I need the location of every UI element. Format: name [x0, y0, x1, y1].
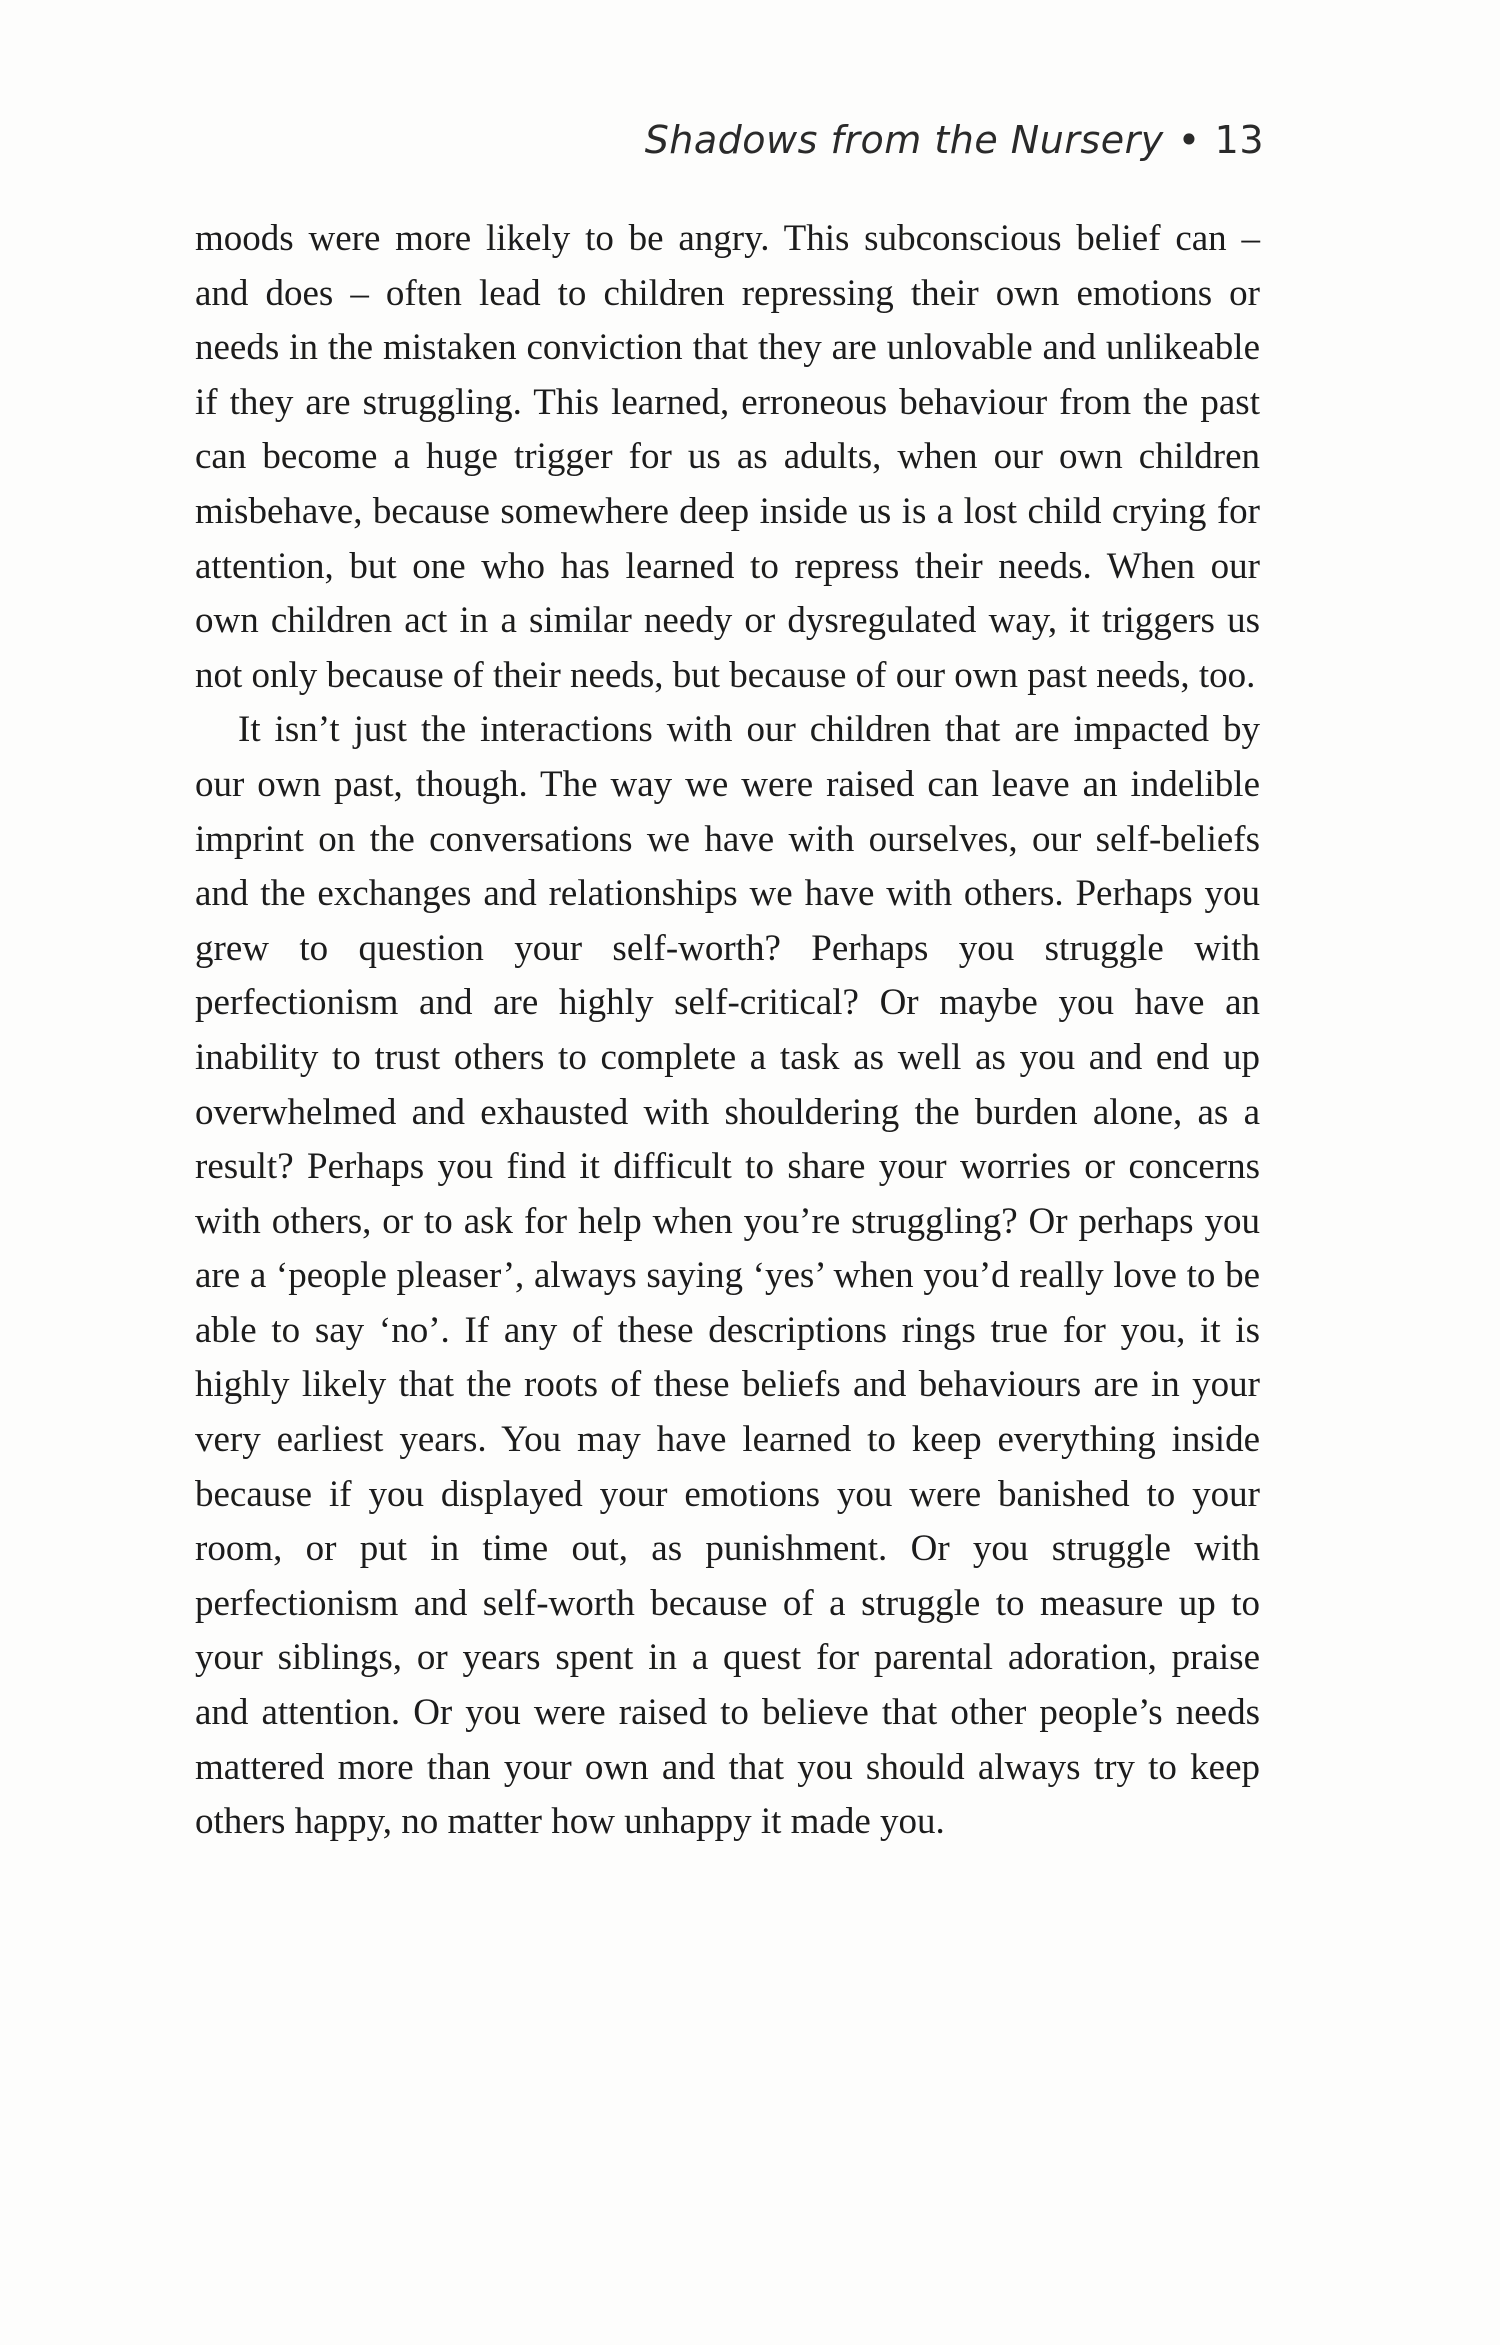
paragraph-2: It isn’t just the interactions with our children that are impacted by our own past, though. The way we were raised can leave an indelible imprint on the conversations we have with ourselves, our self-beliefs and the exchanges and relationships we have with others. Perhaps you grew to question your self-worth? Perhaps you struggle with perfectionism and are highly self-critical? Or maybe you have an inability to trust others to complete a task as well as you and end up overwhelmed and exhausted with shouldering the burden alone, as a result? Perhaps you find it difficult to share your worries or concerns with others, or to ask for help when you’re struggling? Or perhaps you are a ‘people pleaser’, always saying ‘yes’ when you’d really love to be able to say ‘no’. If any of these descriptions rings true for you, it is highly likely that the roots of these beliefs and behaviours are in your very earliest years. You may have learned to keep everything inside because if you displayed your emotions you were banished to your room, or put in time out, as punishment. Or you struggle with perfectionism and self-worth because of a struggle to measure up to your siblings, or years spent in a quest for parental adoration, praise and attention. Or you were raised to believe that other people’s needs mattered more than your own and that you should always try to keep others happy, no matter how unhappy it made you. — [195, 709, 1260, 1843]
body-text — [195, 212, 1260, 1850]
header-separator: • — [1177, 118, 1201, 162]
running-head — [645, 118, 1264, 162]
paragraph-1: moods were more likely to be angry. This subconscious belief can – and does – often lead to children repressing their own emotions or needs in the mistaken conviction that they are unlovable and unlikeable if they are struggling. This learned, erroneous behaviour from the past can become a huge trigger for us as adults, when our own children misbehave, because somewhere deep inside us is a lost child crying for attention, but one who has learned to repress their needs. When our own children act in a similar needy or dysregulated way, it triggers us not only because of their needs, but because of our own past needs, too. — [195, 218, 1260, 696]
page-number: 13 — [1214, 118, 1264, 162]
running-title: Shadows from the Nursery — [644, 118, 1164, 162]
